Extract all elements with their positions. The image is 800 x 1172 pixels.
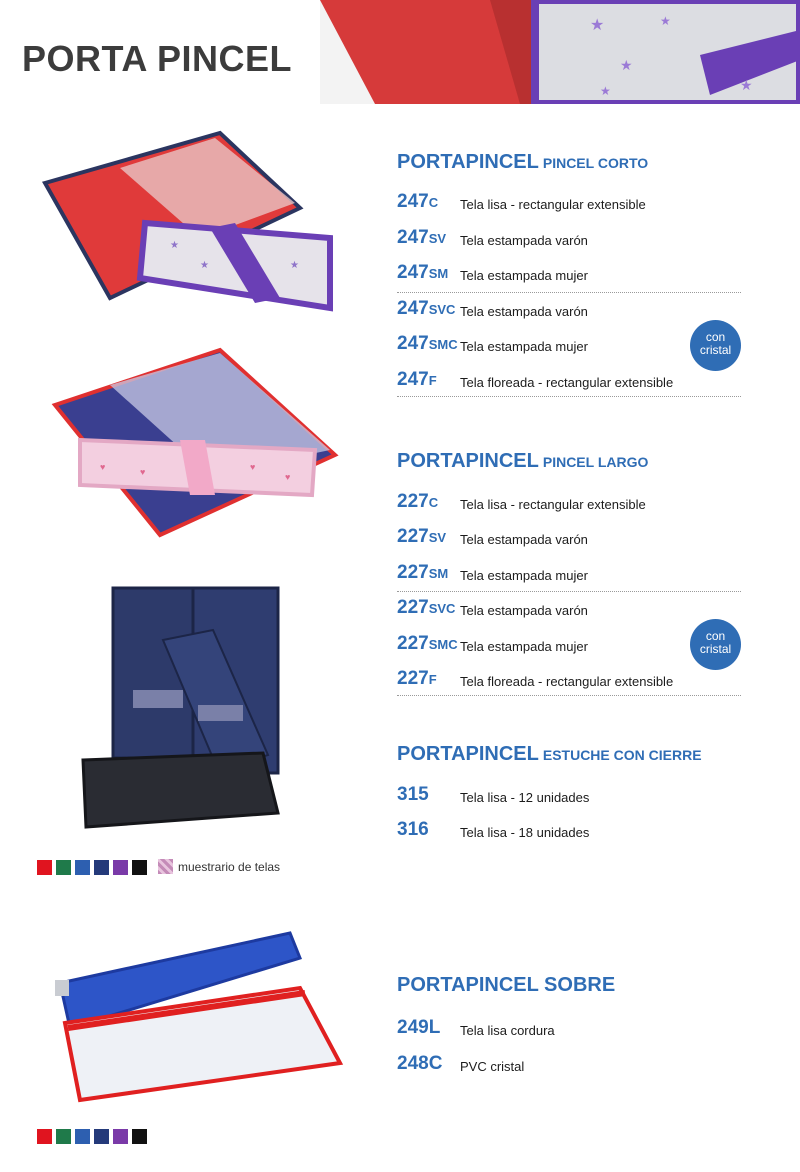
color-swatch <box>37 860 52 875</box>
color-swatches <box>37 860 147 875</box>
color-swatches <box>37 1129 147 1144</box>
color-swatch <box>94 1129 109 1144</box>
product-description: Tela estampada mujer <box>460 568 588 583</box>
svg-text:★: ★ <box>290 260 299 271</box>
color-swatch <box>56 860 71 875</box>
product-description: Tela estampada varón <box>460 304 588 319</box>
svg-text:♥: ♥ <box>100 462 106 472</box>
header-product-photo <box>320 0 800 104</box>
product-description: Tela estampada varón <box>460 233 588 248</box>
list-item <box>397 298 741 328</box>
color-swatch <box>113 1129 128 1144</box>
divider <box>397 591 741 592</box>
product-code: 247C <box>397 191 439 212</box>
svg-text:★: ★ <box>590 17 605 34</box>
product-description: Tela estampada mujer <box>460 268 588 283</box>
product-description: PVC cristal <box>460 1059 525 1074</box>
product-photo-315-316 <box>78 585 283 830</box>
list-item <box>397 491 741 521</box>
page-title: PORTA PINCEL <box>22 38 293 79</box>
product-description: Tela lisa - rectangular extensible <box>460 497 646 512</box>
product-code: 227SVC <box>397 597 456 618</box>
svg-text:★: ★ <box>200 260 209 271</box>
product-code: 227C <box>397 491 439 512</box>
product-description: Tela lisa cordura <box>460 1023 555 1038</box>
product-code: 247F <box>397 369 437 390</box>
color-swatch <box>132 1129 147 1144</box>
list-item <box>397 1017 741 1047</box>
list-item <box>397 1053 741 1083</box>
product-code: 247SVC <box>397 298 456 319</box>
section-title-pincel-largo: PORTAPINCEL PINCEL LARGO <box>397 450 649 472</box>
color-swatch <box>75 1129 90 1144</box>
product-description: Tela estampada mujer <box>460 639 588 654</box>
product-description: Tela estampada mujer <box>460 339 588 354</box>
divider <box>397 695 741 696</box>
product-code: 247SV <box>397 227 447 248</box>
divider <box>397 396 741 397</box>
list-item <box>397 784 741 814</box>
svg-text:★: ★ <box>620 57 633 73</box>
color-swatch <box>75 860 90 875</box>
svg-text:♥: ♥ <box>140 467 146 477</box>
product-photo-247 <box>40 128 340 313</box>
svg-text:★: ★ <box>170 240 179 251</box>
product-code: 227F <box>397 668 437 689</box>
product-description: Tela lisa - rectangular extensible <box>460 197 646 212</box>
color-swatch <box>37 1129 52 1144</box>
con-cristal-badge: con cristal <box>690 619 741 670</box>
list-item <box>397 526 741 556</box>
product-description: Tela estampada varón <box>460 603 588 618</box>
section-title-estuche-con-cierre: PORTAPINCEL ESTUCHE CON CIERRE <box>397 743 702 765</box>
product-code: 227SM <box>397 562 449 583</box>
list-item <box>397 562 741 592</box>
product-photo-249L-248C <box>50 928 350 1103</box>
section-title-pincel-corto: PORTAPINCEL PINCEL CORTO <box>397 151 649 173</box>
list-item <box>397 668 741 698</box>
product-description: Tela floreada - rectangular extensible <box>460 674 674 689</box>
section-title-sobre: PORTAPINCEL SOBRE <box>397 974 616 996</box>
product-description: Tela estampada varón <box>460 532 588 547</box>
svg-text:★: ★ <box>660 14 671 28</box>
product-code: 247SMC <box>397 333 458 354</box>
sample-label: muestrario de telas <box>178 860 281 874</box>
product-code: 247SM <box>397 262 449 283</box>
product-photo-227 <box>50 345 340 540</box>
color-swatch <box>56 1129 71 1144</box>
color-swatch <box>132 860 147 875</box>
list-item <box>397 369 741 399</box>
product-code: 315 <box>397 784 429 805</box>
product-description: Tela lisa - 18 unidades <box>460 825 590 840</box>
fabric-sample-icon <box>158 859 173 874</box>
product-description: Tela floreada - rectangular extensible <box>460 375 674 390</box>
product-code: 227SV <box>397 526 447 547</box>
svg-text:★: ★ <box>600 84 611 98</box>
list-item <box>397 191 741 221</box>
list-item <box>397 819 741 849</box>
color-swatch <box>94 860 109 875</box>
product-description: Tela lisa - 12 unidades <box>460 790 590 805</box>
list-item <box>397 597 741 627</box>
product-code: 227SMC <box>397 633 458 654</box>
svg-text:♥: ♥ <box>285 472 291 482</box>
con-cristal-badge: con cristal <box>690 320 741 371</box>
color-swatch <box>113 860 128 875</box>
list-item <box>397 227 741 257</box>
list-item <box>397 262 741 292</box>
product-code: 316 <box>397 819 429 840</box>
svg-text:♥: ♥ <box>250 462 256 472</box>
divider <box>397 292 741 293</box>
svg-text:★: ★ <box>740 77 753 93</box>
product-code: 249L <box>397 1017 441 1038</box>
product-code: 248C <box>397 1053 443 1074</box>
